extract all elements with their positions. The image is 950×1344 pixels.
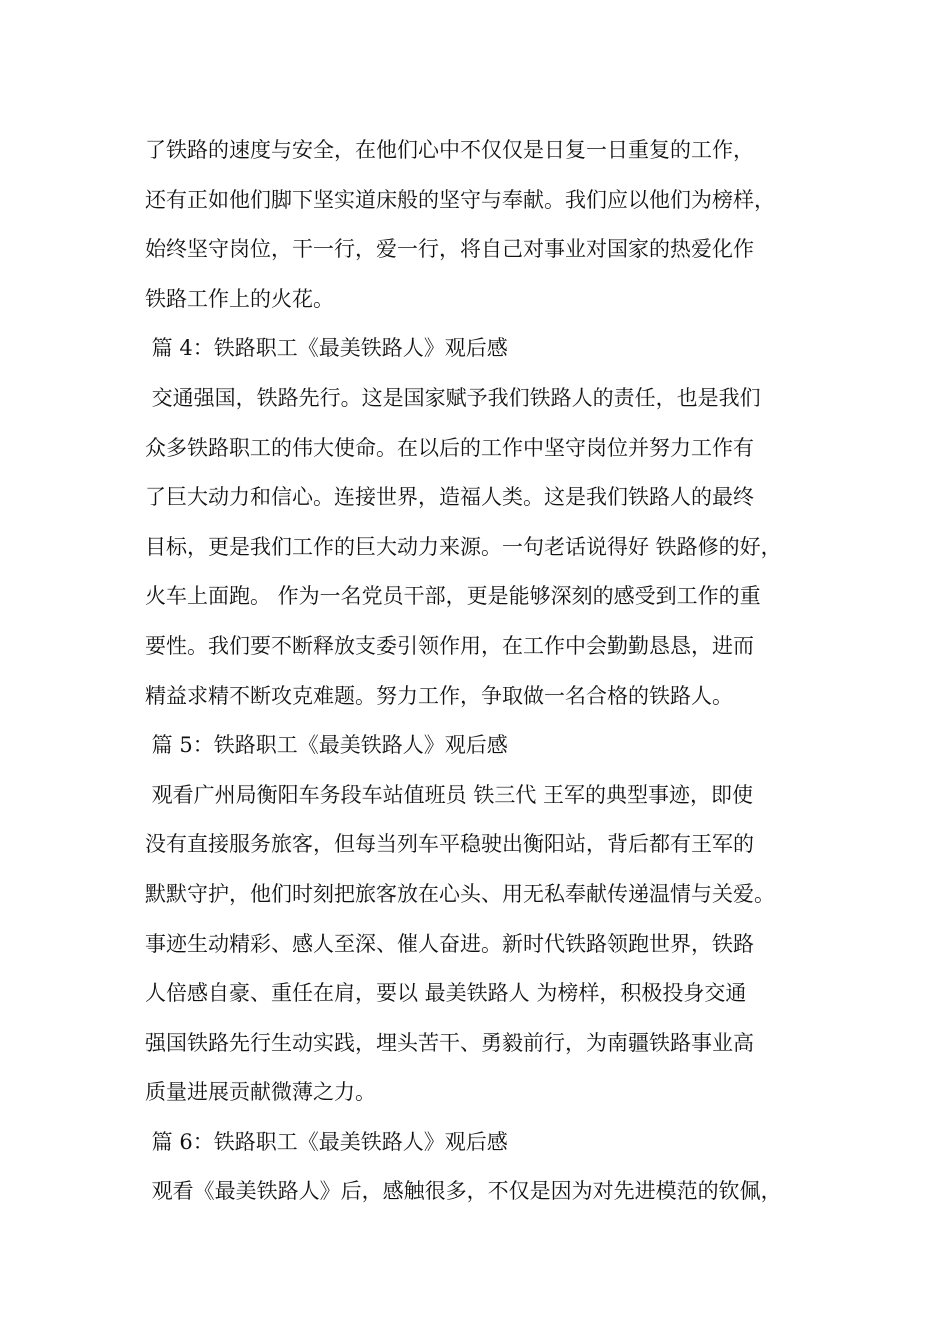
text-line: 人倍感自豪、重任在肩，要以 最美铁路人 为榜样，积极投身交通 bbox=[145, 981, 747, 1006]
text-line: 质量进展贡献微薄之力。 bbox=[145, 1080, 376, 1105]
text-line: 观看广州局衡阳车务段车站值班员 铁三代 王军的典型事迹，即使 bbox=[145, 782, 754, 807]
text-line: 了铁路的速度与安全，在他们心中不仅仅是日复一日重复的工作， bbox=[145, 138, 754, 162]
text-line: 默默守护，他们时刻把旅客放在心头、用无私奉献传递温情与关爱。 bbox=[145, 881, 775, 906]
text-line: 始终坚守岗位，干一行，爱一行，将自己对事业对国家的热爱化作 bbox=[145, 237, 754, 262]
section-heading: 篇 5：铁路职工《最美铁路人》观后感 bbox=[145, 733, 508, 758]
text-line: 铁路工作上的火花。 bbox=[145, 286, 334, 311]
text-line: 众多铁路职工的伟大使命。在以后的工作中坚守岗位并努力工作有 bbox=[145, 435, 754, 460]
section-heading: 篇 4：铁路职工《最美铁路人》观后感 bbox=[145, 336, 508, 361]
text-line: 交通强国，铁路先行。这是国家赋予我们铁路人的责任，也是我们 bbox=[145, 385, 761, 410]
text-line: 要性。我们要不断释放支委引领作用，在工作中会勤勤恳恳，进而 bbox=[145, 633, 754, 658]
text-line: 精益求精不断攻克难题。努力工作，争取做一名合格的铁路人。 bbox=[145, 683, 733, 708]
text-line: 强国铁路先行生动实践，埋头苦干、勇毅前行，为南疆铁路事业高 bbox=[145, 1030, 754, 1055]
text-line: 了巨大动力和信心。连接世界，造福人类。这是我们铁路人的最终 bbox=[145, 485, 754, 510]
text-line: 还有正如他们脚下坚实道床般的坚守与奉献。我们应以他们为榜样， bbox=[145, 187, 775, 212]
text-line: 事迹生动精彩、感人至深、催人奋进。新时代铁路领跑世界，铁路 bbox=[145, 931, 754, 956]
section-heading: 篇 6：铁路职工《最美铁路人》观后感 bbox=[145, 1129, 508, 1154]
text-line: 目标，更是我们工作的巨大动力来源。一句老话说得好 铁路修的好， bbox=[145, 534, 782, 559]
text-line: 观看《最美铁路人》后，感触很多，不仅是因为对先进模范的钦佩， bbox=[145, 1179, 782, 1204]
text-line: 火车上面跑。 作为一名党员干部，更是能够深刻的感受到工作的重 bbox=[145, 584, 761, 609]
text-line: 没有直接服务旅客，但每当列车平稳驶出衡阳站，背后都有王军的 bbox=[145, 832, 754, 857]
document-body bbox=[145, 126, 845, 1217]
